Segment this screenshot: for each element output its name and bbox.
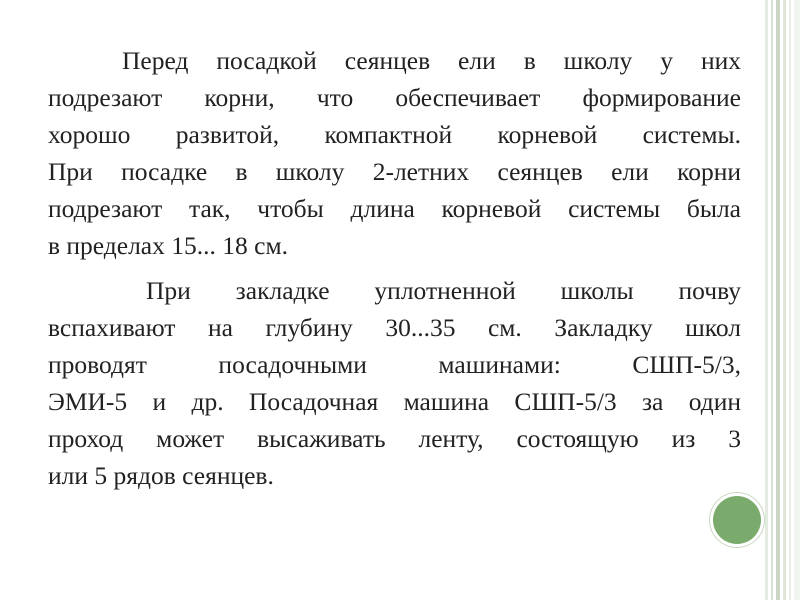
- text-line: При закладке уплотненной школы почву: [146, 276, 741, 305]
- border-stripe: [771, 0, 773, 600]
- border-stripe: [789, 0, 791, 600]
- decorative-circle: [713, 496, 761, 544]
- text-line: вспахивают на глубину 30...35 см. Закладку школ: [48, 313, 741, 342]
- paragraph-1: [48, 42, 741, 264]
- text-line: проводят посадочными машинами: СШП-5/3,: [48, 350, 741, 379]
- text-line: или 5 рядов сеянцев.: [48, 461, 274, 490]
- border-stripe: [783, 0, 786, 600]
- text-line: ЭМИ-5 и др. Посадочная машина СШП-5/3 за один: [48, 387, 741, 416]
- text-line: в пределах 15... 18 см.: [48, 231, 288, 260]
- text-line: подрезают корни, что обеспечивает формирование: [48, 83, 741, 112]
- paragraph-2: [48, 272, 741, 494]
- text-line: хорошо развитой, компактной корневой системы.: [48, 120, 741, 149]
- text-line: Перед посадкой сеянцев ели в школу у них: [122, 46, 741, 75]
- text-line: проход может высаживать ленту, состоящую из 3: [48, 424, 741, 453]
- border-stripe: [765, 0, 768, 600]
- text-line: подрезают так, чтобы длина корневой системы была: [48, 194, 741, 223]
- text-line: При посадке в школу 2-летних сеянцев ели корни: [48, 157, 741, 186]
- border-stripe: [776, 0, 780, 600]
- border-stripe: [794, 0, 800, 600]
